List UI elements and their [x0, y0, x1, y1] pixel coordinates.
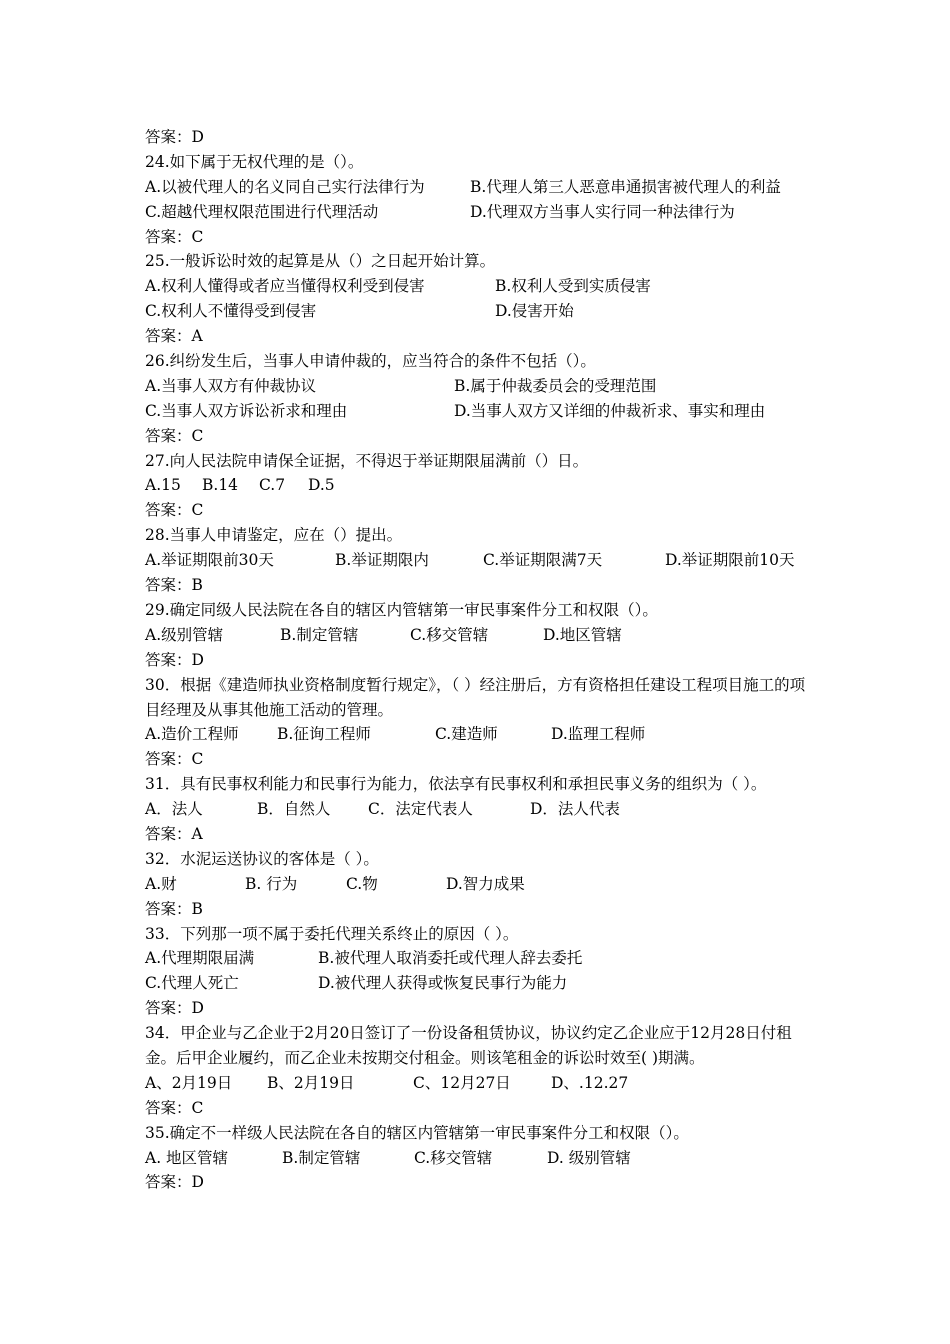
- option-d: D．法人代表: [530, 800, 620, 819]
- answer-line: 答案：B: [145, 576, 203, 595]
- option-a: A.财: [145, 874, 177, 893]
- question-25: 25.一般诉讼时效的起算是从（）之日起开始计算。: [145, 252, 496, 271]
- option-d: D、.12.27: [551, 1073, 629, 1092]
- option-c: C.移交管辖: [410, 625, 489, 644]
- option-c: C.移交管辖: [414, 1148, 493, 1167]
- answer-line: 答案：C: [145, 501, 204, 520]
- options-row: [145, 200, 810, 225]
- answer-line: 答案：D: [145, 128, 204, 146]
- answer-line: 答案：A: [145, 327, 203, 346]
- option-b: B.制定管辖: [280, 625, 359, 644]
- options-row: [145, 473, 810, 498]
- answer-line: 答案：C: [145, 426, 204, 445]
- option-d: D.智力成果: [446, 874, 525, 893]
- option-a: A.当事人双方有仲裁协议: [145, 376, 317, 395]
- option-a: A.造价工程师: [145, 725, 239, 744]
- options-row: [145, 722, 810, 747]
- option-d: D.举证期限前10天: [665, 551, 795, 570]
- option-c: C.超越代理权限范围进行代理活动: [145, 202, 379, 221]
- option-b: B.属于仲裁委员会的受理范围: [454, 376, 657, 395]
- option-c: C．法定代表人: [368, 800, 473, 819]
- question-31: 31．具有民事权利能力和民事行为能力，依法享有民事权利和承担民事义务的组织为（ ）。: [145, 775, 767, 794]
- options-row: [145, 399, 810, 424]
- option-b: B.权利人受到实质侵害: [495, 277, 651, 296]
- option-d: D.侵害开始: [495, 302, 574, 321]
- option-c: C.权利人不懂得受到侵害: [145, 302, 317, 321]
- options-row: [145, 623, 810, 648]
- answer-line: 答案：C: [145, 1098, 204, 1117]
- option-d: D.地区管辖: [543, 625, 622, 644]
- options-row: [145, 548, 810, 573]
- question-26: 26.纠纷发生后，当事人申请仲裁的，应当符合的条件不包括（）。: [145, 352, 596, 371]
- option-b: B.14: [202, 476, 239, 495]
- question-30: 30．根据《建造师执业资格制度暂行规定》，（ ）经注册后，方有资格担任建设工程项目施工的项目经理及从事其他施工活动的管理。: [145, 675, 806, 719]
- option-d: D.5: [308, 476, 335, 495]
- option-b: B.举证期限内: [335, 551, 429, 570]
- options-row: [145, 299, 810, 324]
- options-row: [145, 175, 810, 200]
- option-b: B.代理人第三人恶意串通损害被代理人的利益: [470, 177, 781, 196]
- question-34: 34．甲企业与乙企业于2月20日签订了一份设备租赁协议，协议约定乙企业应于12月28日付租金。后甲企业履约，而乙企业未按期交付租金。则该笔租金的诉讼时效至( )期满。: [145, 1024, 792, 1068]
- option-c: C.举证期限满7天: [483, 551, 603, 570]
- answer-line: 答案：D: [145, 650, 204, 669]
- answer-line: 答案：C: [145, 750, 204, 769]
- option-a: A.15: [145, 476, 181, 495]
- options-row: [145, 274, 810, 299]
- option-c: C.代理人死亡: [145, 974, 239, 993]
- answer-line: 答案：D: [145, 1173, 204, 1192]
- answer-line: 答案：A: [145, 824, 203, 843]
- question-27: 27.向人民法院申请保全证据，不得迟于举证期限届满前（）日。: [145, 451, 589, 470]
- option-a: A.代理期限届满: [145, 949, 255, 968]
- options-row: [145, 1146, 810, 1171]
- question-29: 29.确定同级人民法院在各自的辖区内管辖第一审民事案件分工和权限（）。: [145, 600, 658, 619]
- question-28: 28.当事人申请鉴定，应在（）提出。: [145, 526, 403, 545]
- option-c: C.当事人双方诉讼祈求和理由: [145, 401, 348, 420]
- answer-line: 答案：D: [145, 999, 204, 1018]
- option-d: D.代理双方当事人实行同一种法律行为: [470, 202, 735, 221]
- question-35: 35.确定不一样级人民法院在各自的辖区内管辖第一审民事案件分工和权限（）。: [145, 1123, 689, 1142]
- option-a: A、2月19日: [145, 1073, 233, 1092]
- options-row: [145, 1071, 810, 1096]
- option-c: C、12月27日: [413, 1073, 511, 1092]
- option-b: B.被代理人取消委托或代理人辞去委托: [318, 949, 583, 968]
- option-a: A．法人: [145, 800, 203, 819]
- option-b: B. 行为: [245, 874, 298, 893]
- options-row: [145, 971, 810, 996]
- option-a: A.级别管辖: [145, 625, 224, 644]
- option-b: B.征询工程师: [277, 725, 371, 744]
- answer-line: 答案：B: [145, 899, 203, 918]
- options-row: [145, 872, 810, 897]
- question-33: 33．下列那一项不属于委托代理关系终止的原因（ ）。: [145, 924, 519, 943]
- options-row: [145, 374, 810, 399]
- option-c: C.建造师: [435, 725, 498, 744]
- option-b: B、2月19日: [267, 1073, 355, 1092]
- options-row: [145, 946, 810, 971]
- option-b: B.制定管辖: [282, 1148, 361, 1167]
- option-d: D.当事人双方又详细的仲裁祈求、事实和理由: [454, 401, 766, 420]
- option-a: A. 地区管辖: [145, 1148, 229, 1167]
- option-a: A.以被代理人的名义同自己实行法律行为: [145, 177, 425, 196]
- answer-line: 答案：C: [145, 227, 204, 246]
- document-page: [145, 125, 810, 1195]
- option-c: C.物: [346, 874, 378, 893]
- question-24: 24.如下属于无权代理的是（）。: [145, 152, 364, 171]
- option-b: B．自然人: [257, 800, 331, 819]
- option-a: A.举证期限前30天: [145, 551, 274, 570]
- option-c: C.7: [259, 476, 286, 495]
- option-a: A.权利人懂得或者应当懂得权利受到侵害: [145, 277, 425, 296]
- options-row: [145, 797, 810, 822]
- option-d: D.被代理人获得或恢复民事行为能力: [318, 974, 568, 993]
- option-d: D. 级别管辖: [547, 1148, 631, 1167]
- question-32: 32．水泥运送协议的客体是（ ）。: [145, 849, 379, 868]
- option-d: D.监理工程师: [551, 725, 646, 744]
